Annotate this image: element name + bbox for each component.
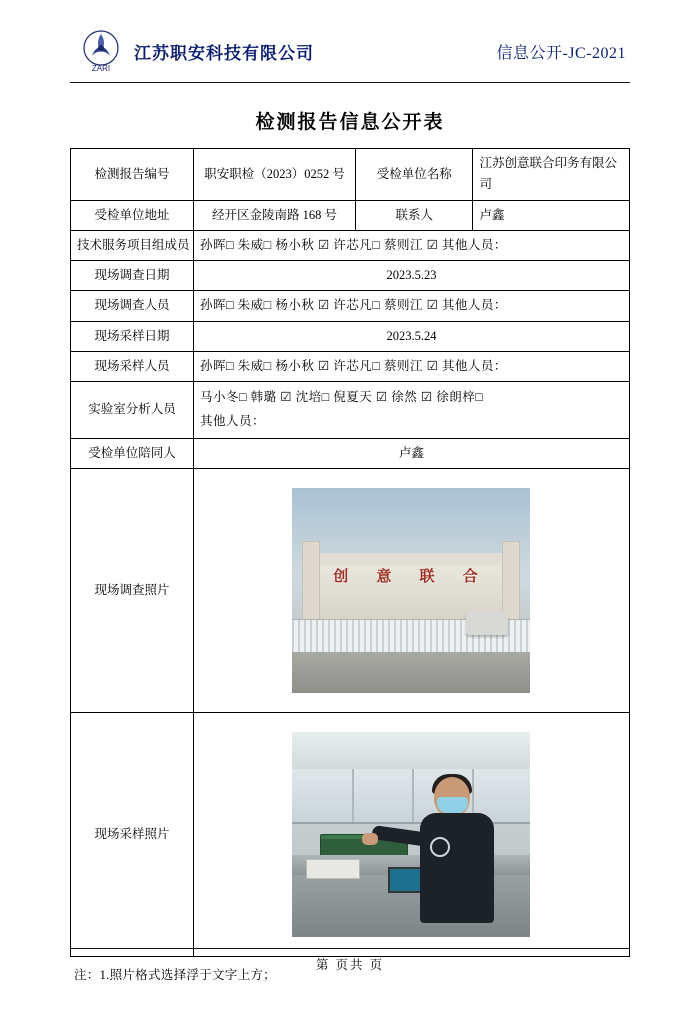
survey-photo-label: 现场调查照片 (71, 468, 194, 712)
gate-sign-text: 创 意 联 合 (333, 567, 490, 585)
sampling-date-value: 2023.5.24 (193, 321, 629, 351)
lab-staff-line-1: 马小冬□ 韩璐 ☑ 沈培□ 倪夏天 ☑ 徐然 ☑ 徐朗梓□ (199, 390, 484, 404)
table-row (71, 321, 630, 351)
survey-date-value: 2023.5.23 (193, 261, 629, 291)
sampling-date-label: 现场采样日期 (71, 321, 194, 351)
document-page (0, 22, 700, 1011)
lab-staff-label: 实验室分析人员 (71, 382, 194, 439)
tech-team-value: 孙晖□ 朱威□ 杨小秋 ☑ 许芯凡□ 蔡则江 ☑ 其他人员： (193, 230, 629, 260)
sampling-photo-image (292, 732, 530, 937)
table-row (71, 351, 630, 381)
survey-date-label: 现场调查日期 (71, 261, 194, 291)
table-row (71, 200, 630, 230)
table-row-survey-photo (71, 468, 630, 712)
address-value: 经开区金陵南路 168 号 (193, 200, 355, 230)
company-logo-icon (70, 27, 132, 75)
lab-staff-line-2: 其他人员： (199, 413, 265, 428)
escort-label: 受检单位陪同人 (71, 438, 194, 468)
survey-staff-value: 孙晖□ 朱威□ 杨小秋 ☑ 许芯凡□ 蔡则江 ☑ 其他人员： (193, 291, 629, 321)
tech-team-label: 技术服务项目组成员 (71, 230, 194, 260)
page-title: 检测报告信息公开表 (255, 112, 445, 133)
sampling-photo-label: 现场采样照片 (71, 712, 194, 956)
sampling-staff-value: 孙晖□ 朱威□ 杨小秋 ☑ 许芯凡□ 蔡则江 ☑ 其他人员： (193, 351, 629, 381)
client-label: 受检单位名称 (356, 149, 473, 201)
survey-photo-cell (193, 468, 629, 712)
report-no-label: 检测报告编号 (71, 149, 194, 201)
document-code: 信息公开-JC-2021 (496, 44, 626, 62)
survey-photo-image (292, 488, 530, 693)
survey-staff-label: 现场调查人员 (71, 291, 194, 321)
table-row (71, 230, 630, 260)
address-label: 受检单位地址 (71, 200, 194, 230)
lab-staff-value (193, 382, 629, 439)
table-row-sampling-photo (71, 712, 630, 956)
company-name: 江苏职安科技有限公司 (134, 43, 314, 63)
table-note: 注：1.照片格式选择浮于文字上方； (74, 967, 276, 982)
report-no-value: 职安职检（2023）0252 号 (193, 149, 355, 201)
table-row (71, 149, 630, 201)
table-row (71, 438, 630, 468)
contact-value: 卢鑫 (473, 200, 630, 230)
table-row (71, 382, 630, 439)
table-row (71, 261, 630, 291)
sampling-staff-label: 现场采样人员 (71, 351, 194, 381)
escort-value: 卢鑫 (193, 438, 629, 468)
svg-text:ZARI: ZARI (91, 64, 111, 73)
page-footer: 第 页共 页 (70, 948, 630, 973)
contact-label: 联系人 (356, 200, 473, 230)
page-header (70, 22, 630, 83)
sampling-photo-cell (193, 712, 629, 956)
report-info-table (70, 148, 630, 957)
table-row (71, 291, 630, 321)
client-value: 江苏创意联合印务有限公司 (473, 149, 630, 201)
